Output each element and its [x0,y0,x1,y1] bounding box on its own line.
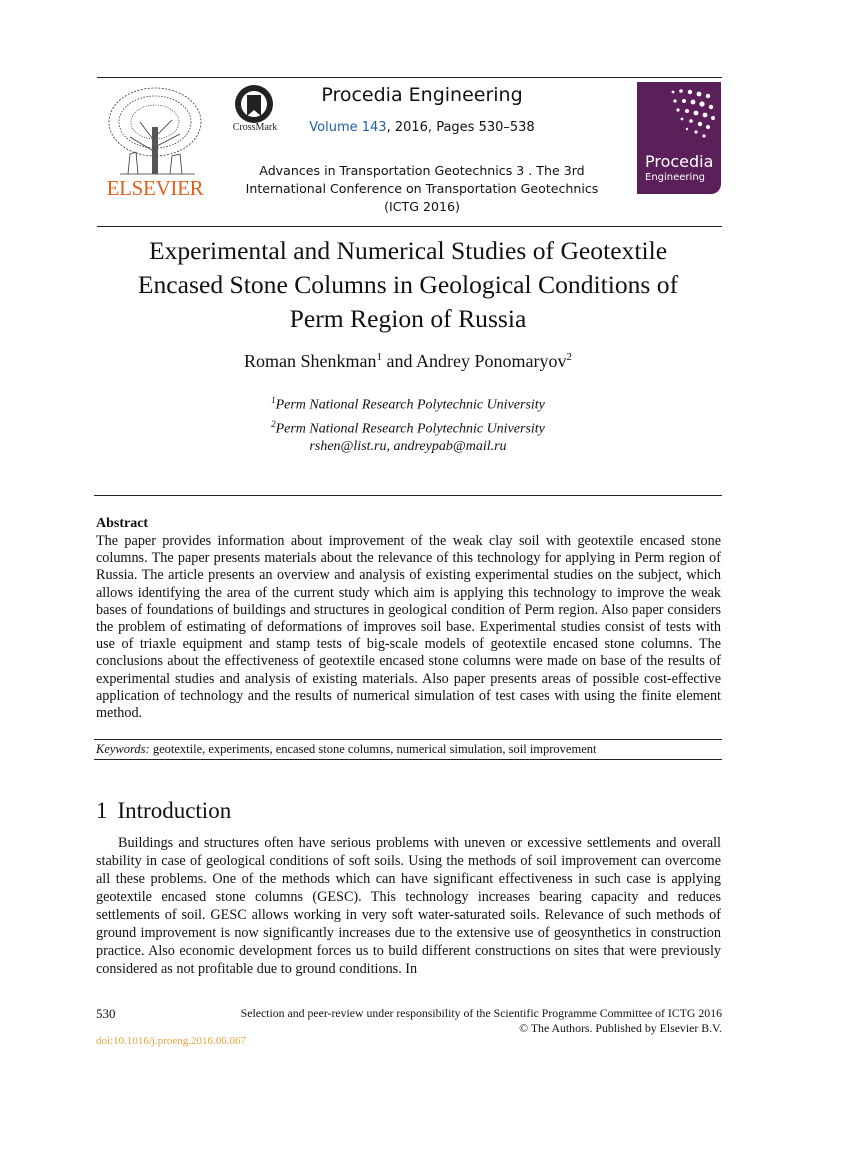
abstract-body: The paper provides information about improvement of the weak clay soil with geotextile encased stone columns. The paper presents materials about the relevance of this technology for applying in Perm region of Russia. The article presents an overview and analysis of existing experimental studies on the subject, which allows identifying the area of the current study which aim is applying this technology to improve the weak bases of foundations of buildings and structures in geological condition of Perm region. Also paper considers the problem of estimating of deformations of improves soil base. Experimental studies consist of tests with use of triaxle equipment and stamp tests of big-scale models of geotextile encased stone columns. The conclusions about the effectiveness of geotextile encased stone columns were made on base of the results of experimental studies and analysis of existing materials. Also paper presents areas of possible cost-effective application of technology and the results of numerical simulation of test cases with using the finite element method. [96,533,721,722]
header-rule-top [97,77,722,78]
introduction-heading [96,798,231,824]
volume-link[interactable]: Volume 143 [309,120,387,135]
abstract-heading: Abstract [96,516,149,531]
section-number: 1 [96,798,108,823]
page-number: 530 [96,1006,116,1021]
author-1-superscript: 1 [376,351,382,363]
doi-link[interactable]: doi:10.1016/j.proeng.2016.06.067 [96,1035,247,1047]
dot-pattern-icon [665,86,719,144]
author-2-superscript: 2 [566,351,572,363]
affiliations [160,391,656,456]
affiliation-2 [160,415,656,439]
keywords-label: Keywords: [96,742,150,756]
section-title: Introduction [117,798,232,823]
elsevier-wordmark: ELSEVIER [106,176,204,200]
volume-pages: , 2016, Pages 530–538 [386,120,535,135]
keywords [96,742,721,757]
conference-line-3: (ICTG 2016) [384,199,460,214]
paper-title [100,234,716,336]
footer-notice [150,1006,722,1036]
conference-line-2: International Conference on Transportation Geotechnics [245,181,599,196]
header-rule-bottom [97,226,722,227]
volume-line [280,120,564,135]
author-1: Roman Shenkman [244,351,377,371]
affiliation-2-text: Perm National Research Polytechnic University [275,421,545,437]
footer-line-2: © The Authors. Published by Elsevier B.V. [519,1021,722,1035]
title-line-3: Perm Region of Russia [289,304,527,333]
author-emails[interactable]: rshen@list.ru, andreypab@mail.ru [309,439,507,455]
cover-title: Procedia [645,152,714,171]
conference-line-1: Advances in Transportation Geotechnics 3 . The 3rd [259,163,585,178]
keywords-text: geotextile, experiments, encased stone columns, numerical simulation, soil improvement [149,742,597,756]
keywords-rule-bottom [94,759,722,760]
affiliation-1 [160,391,656,415]
affiliation-2-sup: 2 [271,418,276,429]
procedia-cover-logo [637,82,721,194]
title-line-1: Experimental and Numerical Studies of Geotextile [148,236,668,265]
conference-info [236,162,608,216]
cover-subtitle: Engineering [645,172,705,183]
journal-title: Procedia Engineering [321,84,523,106]
footer-line-1: Selection and peer-review under responsibility of the Scientific Programme Committee of ICTG 2016 [240,1006,722,1020]
affiliation-1-sup: 1 [271,395,276,405]
keywords-rule-top [94,739,722,740]
abstract-rule [94,495,722,496]
author-2: Andrey Ponomaryov [416,351,567,371]
affiliation-1-text: Perm National Research Polytechnic University [275,397,545,413]
introduction-body: Buildings and structures often have serious problems with uneven or excessive settlements and overall stability in case of geological conditions of soft soils. Using the methods of soil improvement can overcome all these problems. One of the methods which can have significant effectiveness in such case is applying geotextile encased stone columns (GESC). This technology increases bearing capacity and reduces settlements of soil. GESC allows working in very soft water-saturated soils. Relevance of such methods of ground improvement is now significantly increases due to the extensive use of geosynthetics in construction practice. Also economic development forces us to build different constructions on sites that were previously considered as not profitable due to ground conditions. In [96,835,721,977]
crossmark-label: CrossMark [232,122,278,133]
crossmark-icon[interactable] [234,84,274,124]
author-conjunction: and [382,351,416,371]
title-line-2: Encased Stone Columns in Geological Conditions of [137,270,679,299]
authors [100,351,716,372]
